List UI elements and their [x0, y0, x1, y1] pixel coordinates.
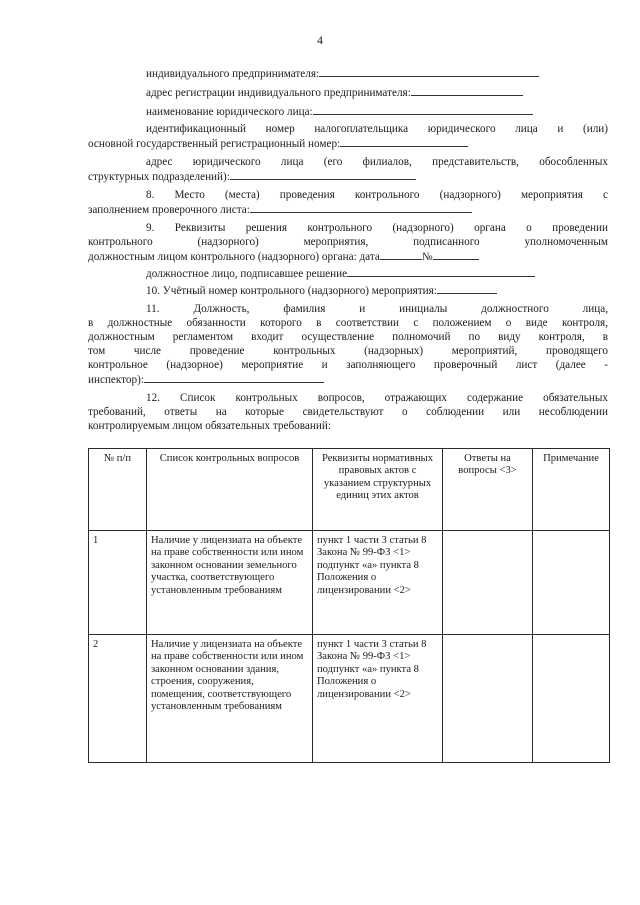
decision-date-label: должностным лицом контрольного (надзорного) органа: дата — [88, 251, 380, 263]
signed-official-blank — [347, 266, 535, 277]
item11-line-5: контрольное (надзорное) мероприятие и заполняющего проверочный лист (далее - — [88, 359, 608, 371]
row-answer-cell[interactable] — [443, 531, 533, 635]
header-questions: Список контрольных вопросов — [147, 449, 313, 531]
item12-line-1: 12. Список контрольных вопросов, отражающих содержание обязательных — [146, 392, 608, 404]
decision-number-label: № — [421, 251, 433, 263]
row-question: Наличие у лицензиата на объекте на праве собственности или ином законном основании земельного участка, соответствующего установленным требованиям — [147, 531, 313, 635]
item8-label: заполнением проверочного листа: — [88, 204, 250, 216]
page-number: 4 — [317, 33, 323, 47]
legal-address-line-1: адрес юридического лица (его филиалов, представительств, обособленных — [146, 156, 608, 168]
signed-official-label: должностное лицо, подписавшее решение — [146, 268, 348, 280]
item11-line-3: должностным регламентом входит осуществление полномочий по виду контроля, в — [88, 331, 608, 343]
decision-date-blank — [380, 249, 422, 260]
row-number: 2 — [89, 635, 147, 763]
table-row — [89, 635, 610, 763]
item9-line-3 — [88, 249, 479, 264]
legal-address-blank — [230, 169, 416, 180]
ip-address-blank — [411, 85, 523, 96]
item12-line-2: требований, ответы на которые свидетельствуют о соблюдении или несоблюдении — [88, 406, 608, 418]
ip-address-label: адрес регистрации индивидуального предпринимателя: — [146, 87, 411, 99]
row-requisites: пункт 1 части 3 статьи 8 Закона № 99-ФЗ <1> подпункт «а» пункта 8 Положения о лицензировании <2> — [313, 531, 443, 635]
item8-line-1: 8. Место (места) проведения контрольного (надзорного) мероприятия с — [146, 189, 608, 201]
ip-name-blank — [319, 66, 539, 77]
row-note-cell[interactable] — [533, 531, 610, 635]
org-name-line — [146, 104, 533, 119]
org-name-label: наименование юридического лица: — [146, 106, 313, 118]
item12-line-3: контролируемым лицом обязательных требований: — [88, 420, 331, 432]
org-name-blank — [313, 104, 533, 115]
inn-line-1: идентификационный номер налогоплательщика юридического лица и (или) — [146, 123, 608, 135]
item11-line-4: том числе проведение контрольных (надзорных) мероприятий, проводящего — [88, 345, 608, 357]
signed-official-line — [146, 266, 535, 281]
item9-line-1: 9. Реквизиты решения контрольного (надзорного) органа о проведении — [146, 222, 608, 234]
inspector-label: инспектор): — [88, 374, 144, 386]
header-answers: Ответы на вопросы <3> — [443, 449, 533, 531]
inn-line-2 — [88, 136, 468, 151]
header-requisites: Реквизиты нормативных правовых актов с указанием структурных единиц этих актов — [313, 449, 443, 531]
legal-address-label: структурных подразделений): — [88, 171, 230, 183]
row-note-cell[interactable] — [533, 635, 610, 763]
item11-line-1: 11. Должность, фамилия и инициалы должностного лица, — [146, 303, 608, 315]
row-requisites: пункт 1 части 3 статьи 8 Закона № 99-ФЗ <1> подпункт «а» пункта 8 Положения о лицензировании <2> — [313, 635, 443, 763]
header-note: Примечание — [533, 449, 610, 531]
decision-number-blank — [433, 249, 479, 260]
ip-address-line — [146, 85, 523, 100]
table-row — [89, 531, 610, 635]
ip-name-label: индивидуального предпринимателя: — [146, 68, 320, 80]
item11-line-2: в должностные обязанности которого в соответствии с положением о виде контроля, — [88, 317, 608, 329]
row-number: 1 — [89, 531, 147, 635]
checklist-table — [88, 448, 610, 763]
row-question: Наличие у лицензиата на объекте на праве собственности или ином законном основании здания, строения, сооружения, помещения, соответствующего установленным требованиям — [147, 635, 313, 763]
ogrn-label: основной государственный регистрационный номер: — [88, 138, 341, 150]
header-num: № п/п — [89, 449, 147, 531]
item10-blank — [437, 283, 497, 294]
row-answer-cell[interactable] — [443, 635, 533, 763]
item9-line-2: контрольного (надзорного) мероприятия, подписанного уполномоченным — [88, 236, 608, 248]
ip-name-line — [146, 66, 539, 81]
inspector-blank — [144, 372, 324, 383]
legal-address-line-2 — [88, 169, 416, 184]
table-header-row — [89, 449, 610, 531]
item10-label: 10. Учётный номер контрольного (надзорного) мероприятия: — [146, 285, 437, 297]
item8-line-2 — [88, 202, 472, 217]
item10-line — [146, 283, 497, 298]
ogrn-blank — [340, 136, 468, 147]
item11-line-6 — [88, 372, 324, 387]
item8-blank — [250, 202, 472, 213]
